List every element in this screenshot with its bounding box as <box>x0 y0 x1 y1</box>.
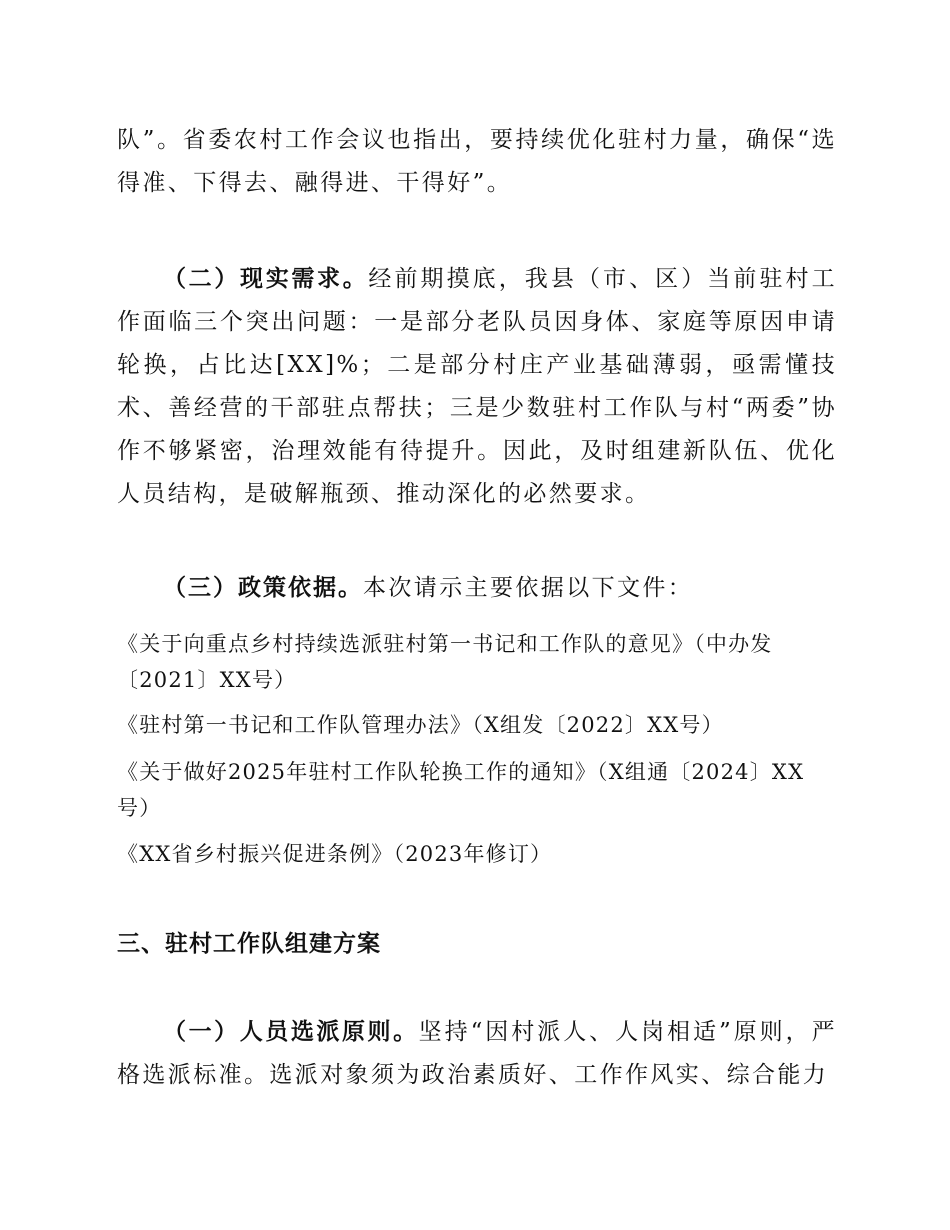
section-lead-practical-needs: （二）现实需求。 <box>163 266 369 292</box>
policy-document-item: 《驻村第一书记和工作队管理办法》（X组发〔2022〕XX号） <box>117 713 724 737</box>
continuation-paragraph: 队”。省委农村工作会议也指出，要持续优化驻村力量，确保“选得准、下得去、融得进、干得好”。 <box>117 127 837 196</box>
paragraph-text-practical-needs: 经前期摸底，我县（市、区）当前驻村工作面临三个突出问题：一是部分老队员因身体、家庭等原因申请轮换，占比达[XX]%；二是部分村庄产业基础薄弱，亟需懂技术、善经营的干部驻点帮扶；三是少数驻村工作队与村“两委”协作不够紧密，治理效能有待提升。因此，及时组建新队伍、优化人员结构，是破解瓶颈、推动深化的必然要求。 <box>117 266 837 507</box>
paragraph-policy-basis <box>117 567 837 610</box>
paragraph-selection-principle <box>117 1011 837 1097</box>
policy-document-item: 《关于向重点乡村持续选派驻村第一书记和工作队的意见》（中办发〔2021〕XX号） <box>117 632 773 692</box>
policy-document-item: 《XX省乡村振兴促进条例》（2023年修订） <box>117 842 553 866</box>
section-lead-selection-principle: （一）人员选派原则。 <box>163 1019 419 1045</box>
paragraph-practical-needs <box>117 258 837 516</box>
paragraph-text-selection-principle: 坚持“因村派人、人岗相适”原则，严格选派标准。选派对象须为政治素质好、工作作风实、综合能力 <box>117 1019 838 1088</box>
policy-document-item: 《关于做好2025年驻村工作队轮换工作的通知》（X组通〔2024〕XX号） <box>117 760 805 820</box>
chapter-heading: 三、驻村工作队组建方案 <box>117 931 381 957</box>
section-lead-policy-basis: （三）政策依据。 <box>163 575 363 601</box>
paragraph-text-policy-basis: 本次请示主要依据以下文件： <box>363 575 694 601</box>
